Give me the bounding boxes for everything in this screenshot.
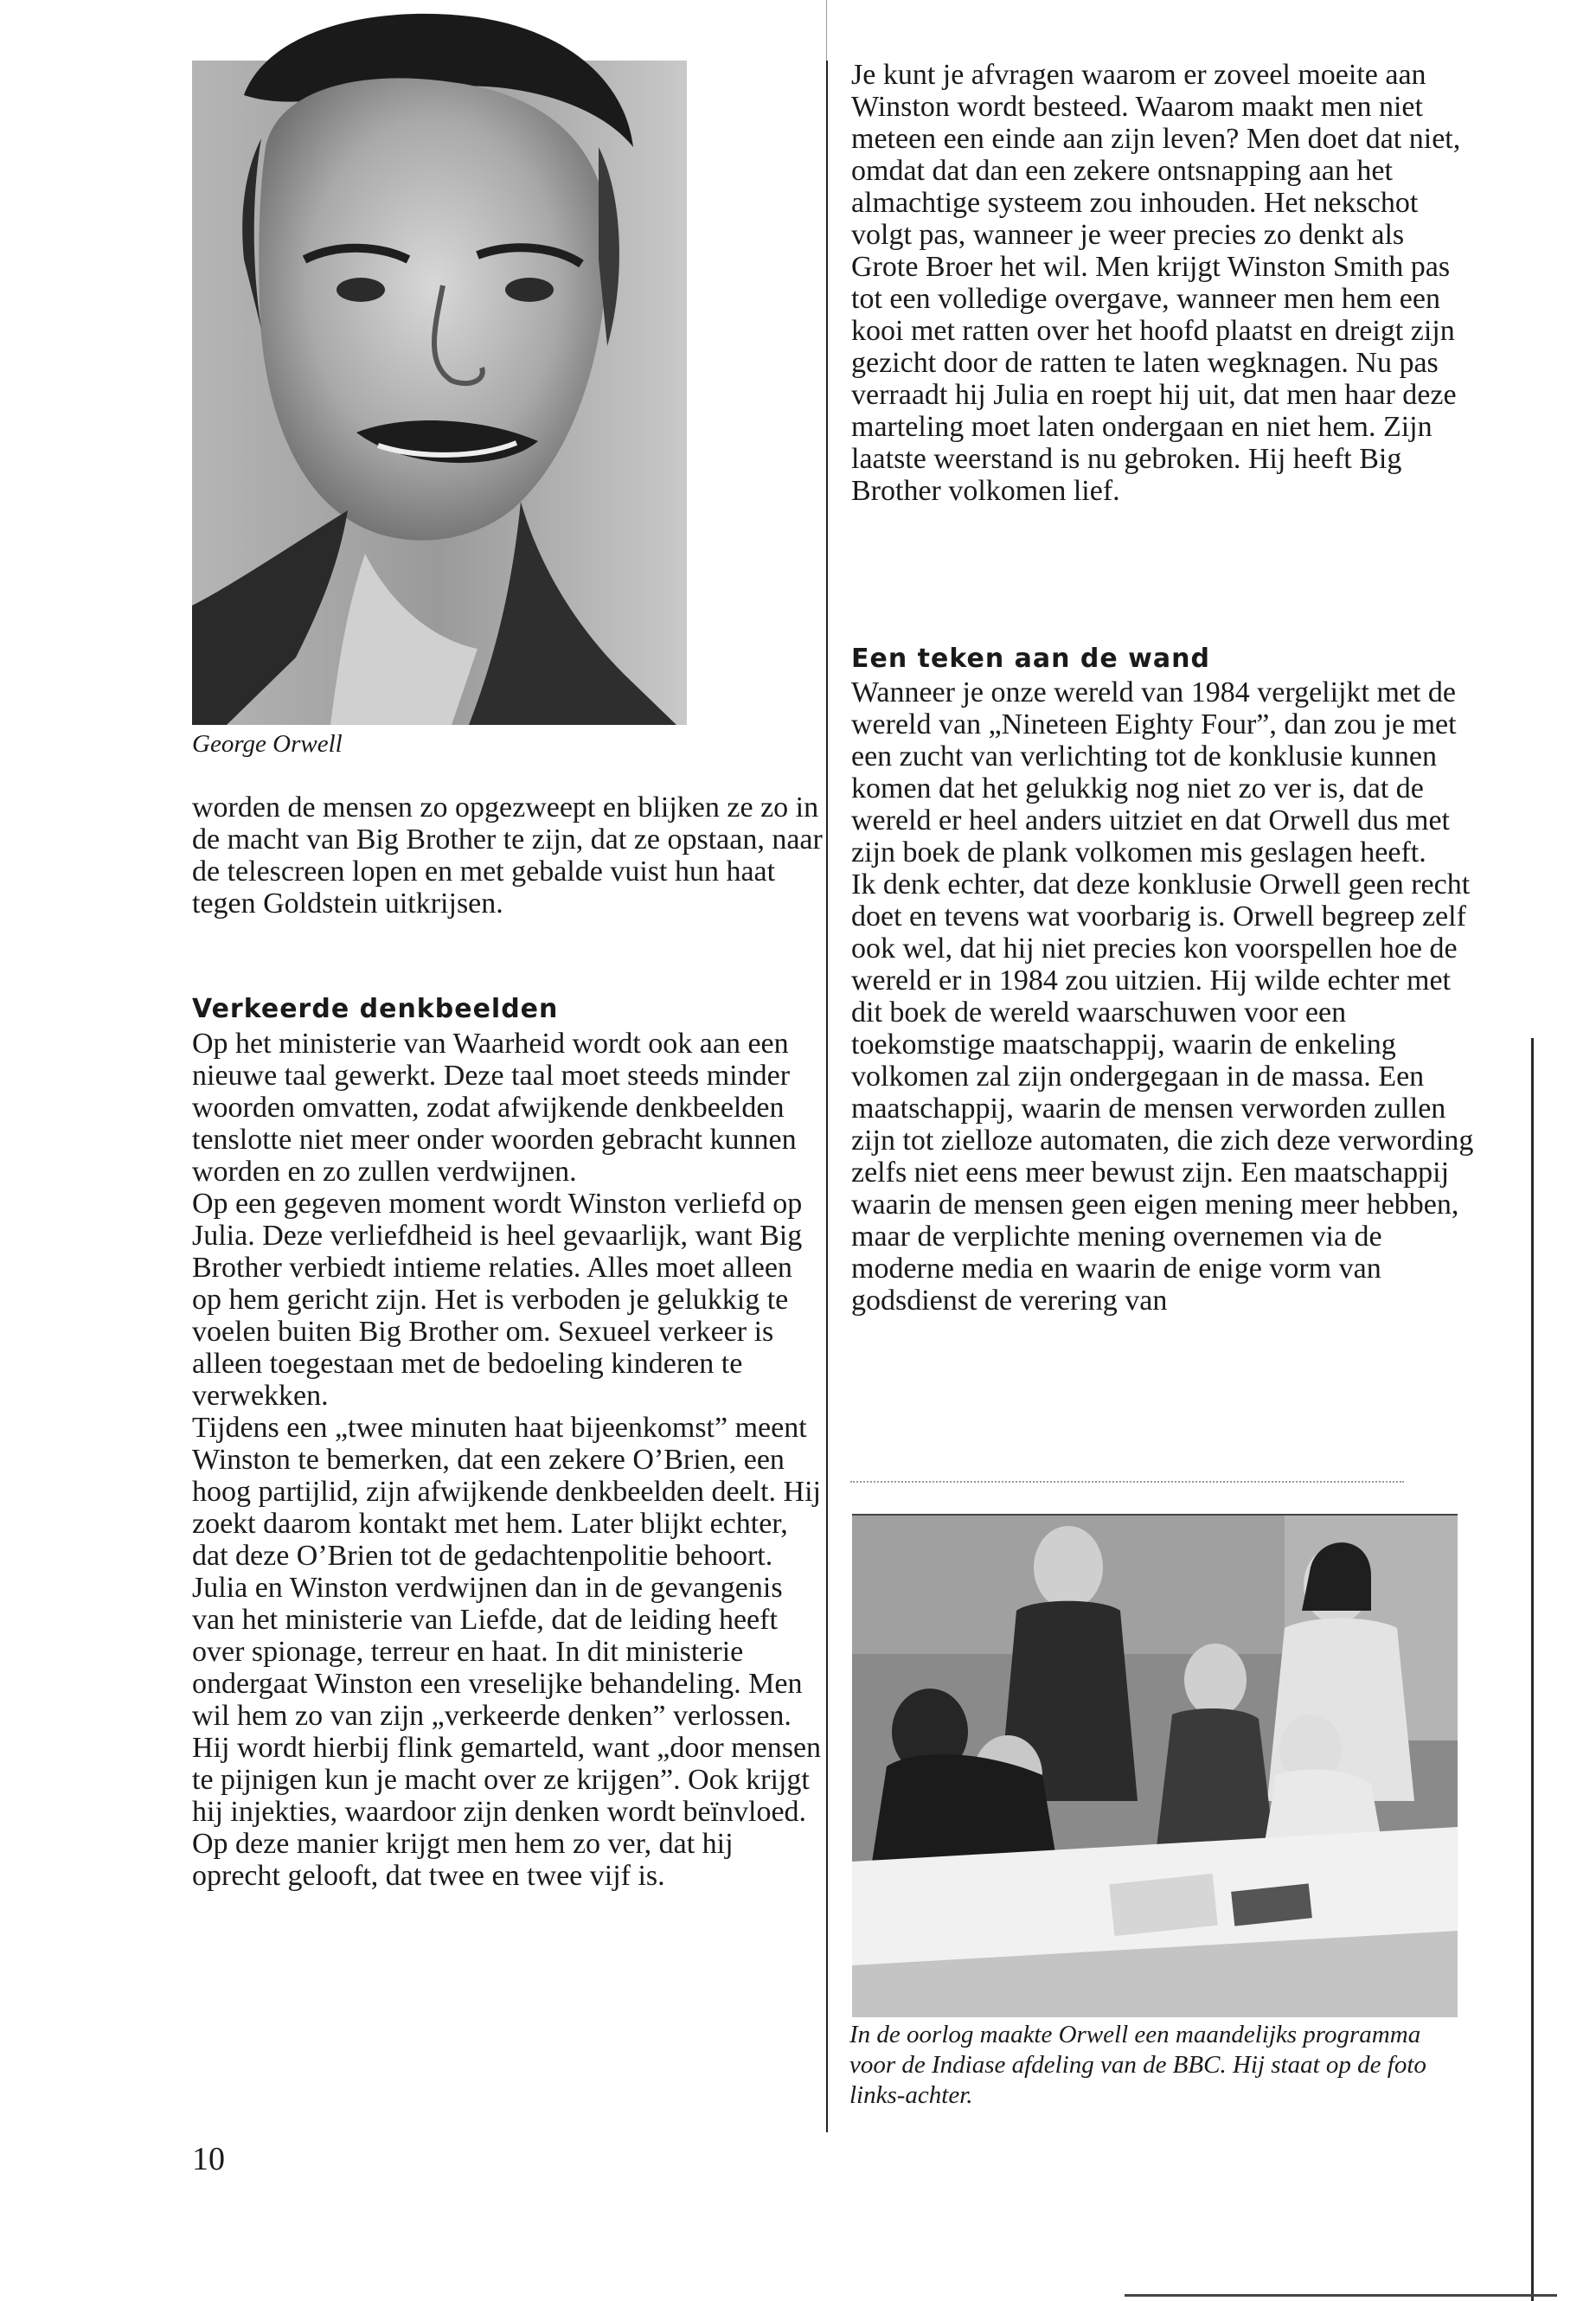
portrait-illustration (192, 0, 687, 725)
bbc-photo-illustration (852, 1516, 1458, 2017)
bbc-photo-caption: In de oorlog maakte Orwell een maandelijks programma voor de Indiase afdeling van de BBC. Hij staat op de foto links-achter. (849, 2021, 1426, 2109)
scan-bottom-line (1125, 2294, 1557, 2297)
right-paragraph-2: Ik denk echter, dat deze konklusie Orwell geen recht doet en tevens wat voorbarig is. Orwell begreep zelf ook wel, dat hij niet precies kon voorspellen hoe de wereld er in 1984 zou uitzien. Hij wilde echter met dit boek de wereld waarschuwen voor een toekomstige maatschappij, waarin de enkeling volkomen zal zijn ondergegaan in de massa. Een maatschappij, waarin de mensen verworden zullen zijn tot zielloze automaten, die zich deze verwording zelfs niet eens meer bewust zijn. Een maatschappij waarin de mensen geen eigen mening meer hebben, maar de verplichte mening overnemen via de moderne media en waarin de enige vorm van godsdienst de verering van (851, 868, 1474, 1317)
right-intro-paragraph: Je kunt je afvragen waarom er zoveel moeite aan Winston wordt besteed. Waarom maakt men niet meteen een einde aan zijn leven? Men doet dat niet, omdat dat dan een zekere ontsnapping aan het almachtige systeem zou inhouden. Het nekschot volgt pas, wanneer je weer precies zo denkt als Grote Broer het wil. Men krijgt Winston Smith pas tot een volledige overgave, wanneer men hem een kooi met ratten over het hoofd plaatst en dreigt zijn gezicht door de ratten te laten wegknagen. Nu pas verraadt hij Julia en roept hij uit, dat men haar deze marteling moet laten ondergaan en niet hem. Zijn laatste weerstand is nu gebroken. Hij heeft Big Brother volkomen lief. (851, 59, 1461, 507)
left-paragraph-2: Op een gegeven moment wordt Winston verliefd op Julia. Deze verliefdheid is heel gevaarlijk, want Big Brother verbiedt intieme relaties. Alles moet alleen op hem gericht zijn. Het is verboden je gelukkig te voelen buiten Big Brother om. Sexueel verkeer is alleen toegestaan met de bedoeling kinderen te verwekken. (192, 1188, 803, 1412)
section-heading-een-teken-aan-de-wand: Een teken aan de wand (851, 644, 1210, 674)
right-body-text (851, 676, 1474, 1317)
right-paragraph-1: Wanneer je onze wereld van 1984 vergelijkt met de wereld van „Nineteen Eighty Four”, dan zou je met een zucht van verlichting tot de konklusie kunnen komen dat het gelukkig nog niet zo ver is, dat de wereld er heel anders uitziet en dat Orwell dus met zijn boek de plank volkomen mis geslagen heeft. (851, 676, 1457, 868)
orwell-photo-caption: George Orwell (192, 730, 343, 758)
left-body-text (192, 1028, 828, 1892)
orwell-portrait-photo (192, 0, 687, 725)
left-paragraph-1: Op het ministerie van Waarheid wordt ook aan een nieuwe taal gewerkt. Deze taal moet steeds minder woorden omvatten, zodat afwijkende denkbeelden tenslotte niet meer onder woorden gebracht kunnen worden en zo zullen verdwijnen. (192, 1028, 797, 1188)
page-number: 10 (192, 2141, 225, 2177)
bbc-group-photo (852, 1514, 1458, 2017)
column-divider-top (826, 0, 827, 61)
scan-edge-line (1531, 1038, 1534, 2301)
section-heading-verkeerde-denkbeelden: Verkeerde denkbeelden (192, 994, 559, 1024)
left-intro-paragraph: worden de mensen zo opgezweept en blijken ze zo in de macht van Big Brother te zijn, dat ze opstaan, naar de telescreen lopen en met gebalde vuist hun haat tegen Goldstein uitkrijsen. (192, 792, 823, 920)
photo-top-rule (850, 1481, 1404, 1483)
left-paragraph-3: Tijdens een „twee minuten haat bijeenkomst” meent Winston te bemerken, dat een zekere O’Brien, een hoog partijlid, zijn afwijkende denkbeelden deelt. Hij zoekt daarom kontakt met hem. Later blijkt echter, dat deze O’Brien tot de gedachtenpolitie behoort. Julia en Winston verdwijnen dan in de gevangenis van het ministerie van Liefde, dat de leiding heeft over spionage, terreur en haat. In dit ministerie ondergaat Winston een vreselijke behandeling. Men wil hem zo van zijn „verkeerde denken” verlossen. Hij wordt hierbij flink gemarteld, want „door mensen te pijnigen kun je macht over ze krijgen”. Ook krijgt hij injekties, waardoor zijn denken wordt beïnvloed. Op deze manier krijgt men hem zo ver, dat hij oprecht gelooft, dat twee en twee vijf is. (192, 1412, 822, 1892)
